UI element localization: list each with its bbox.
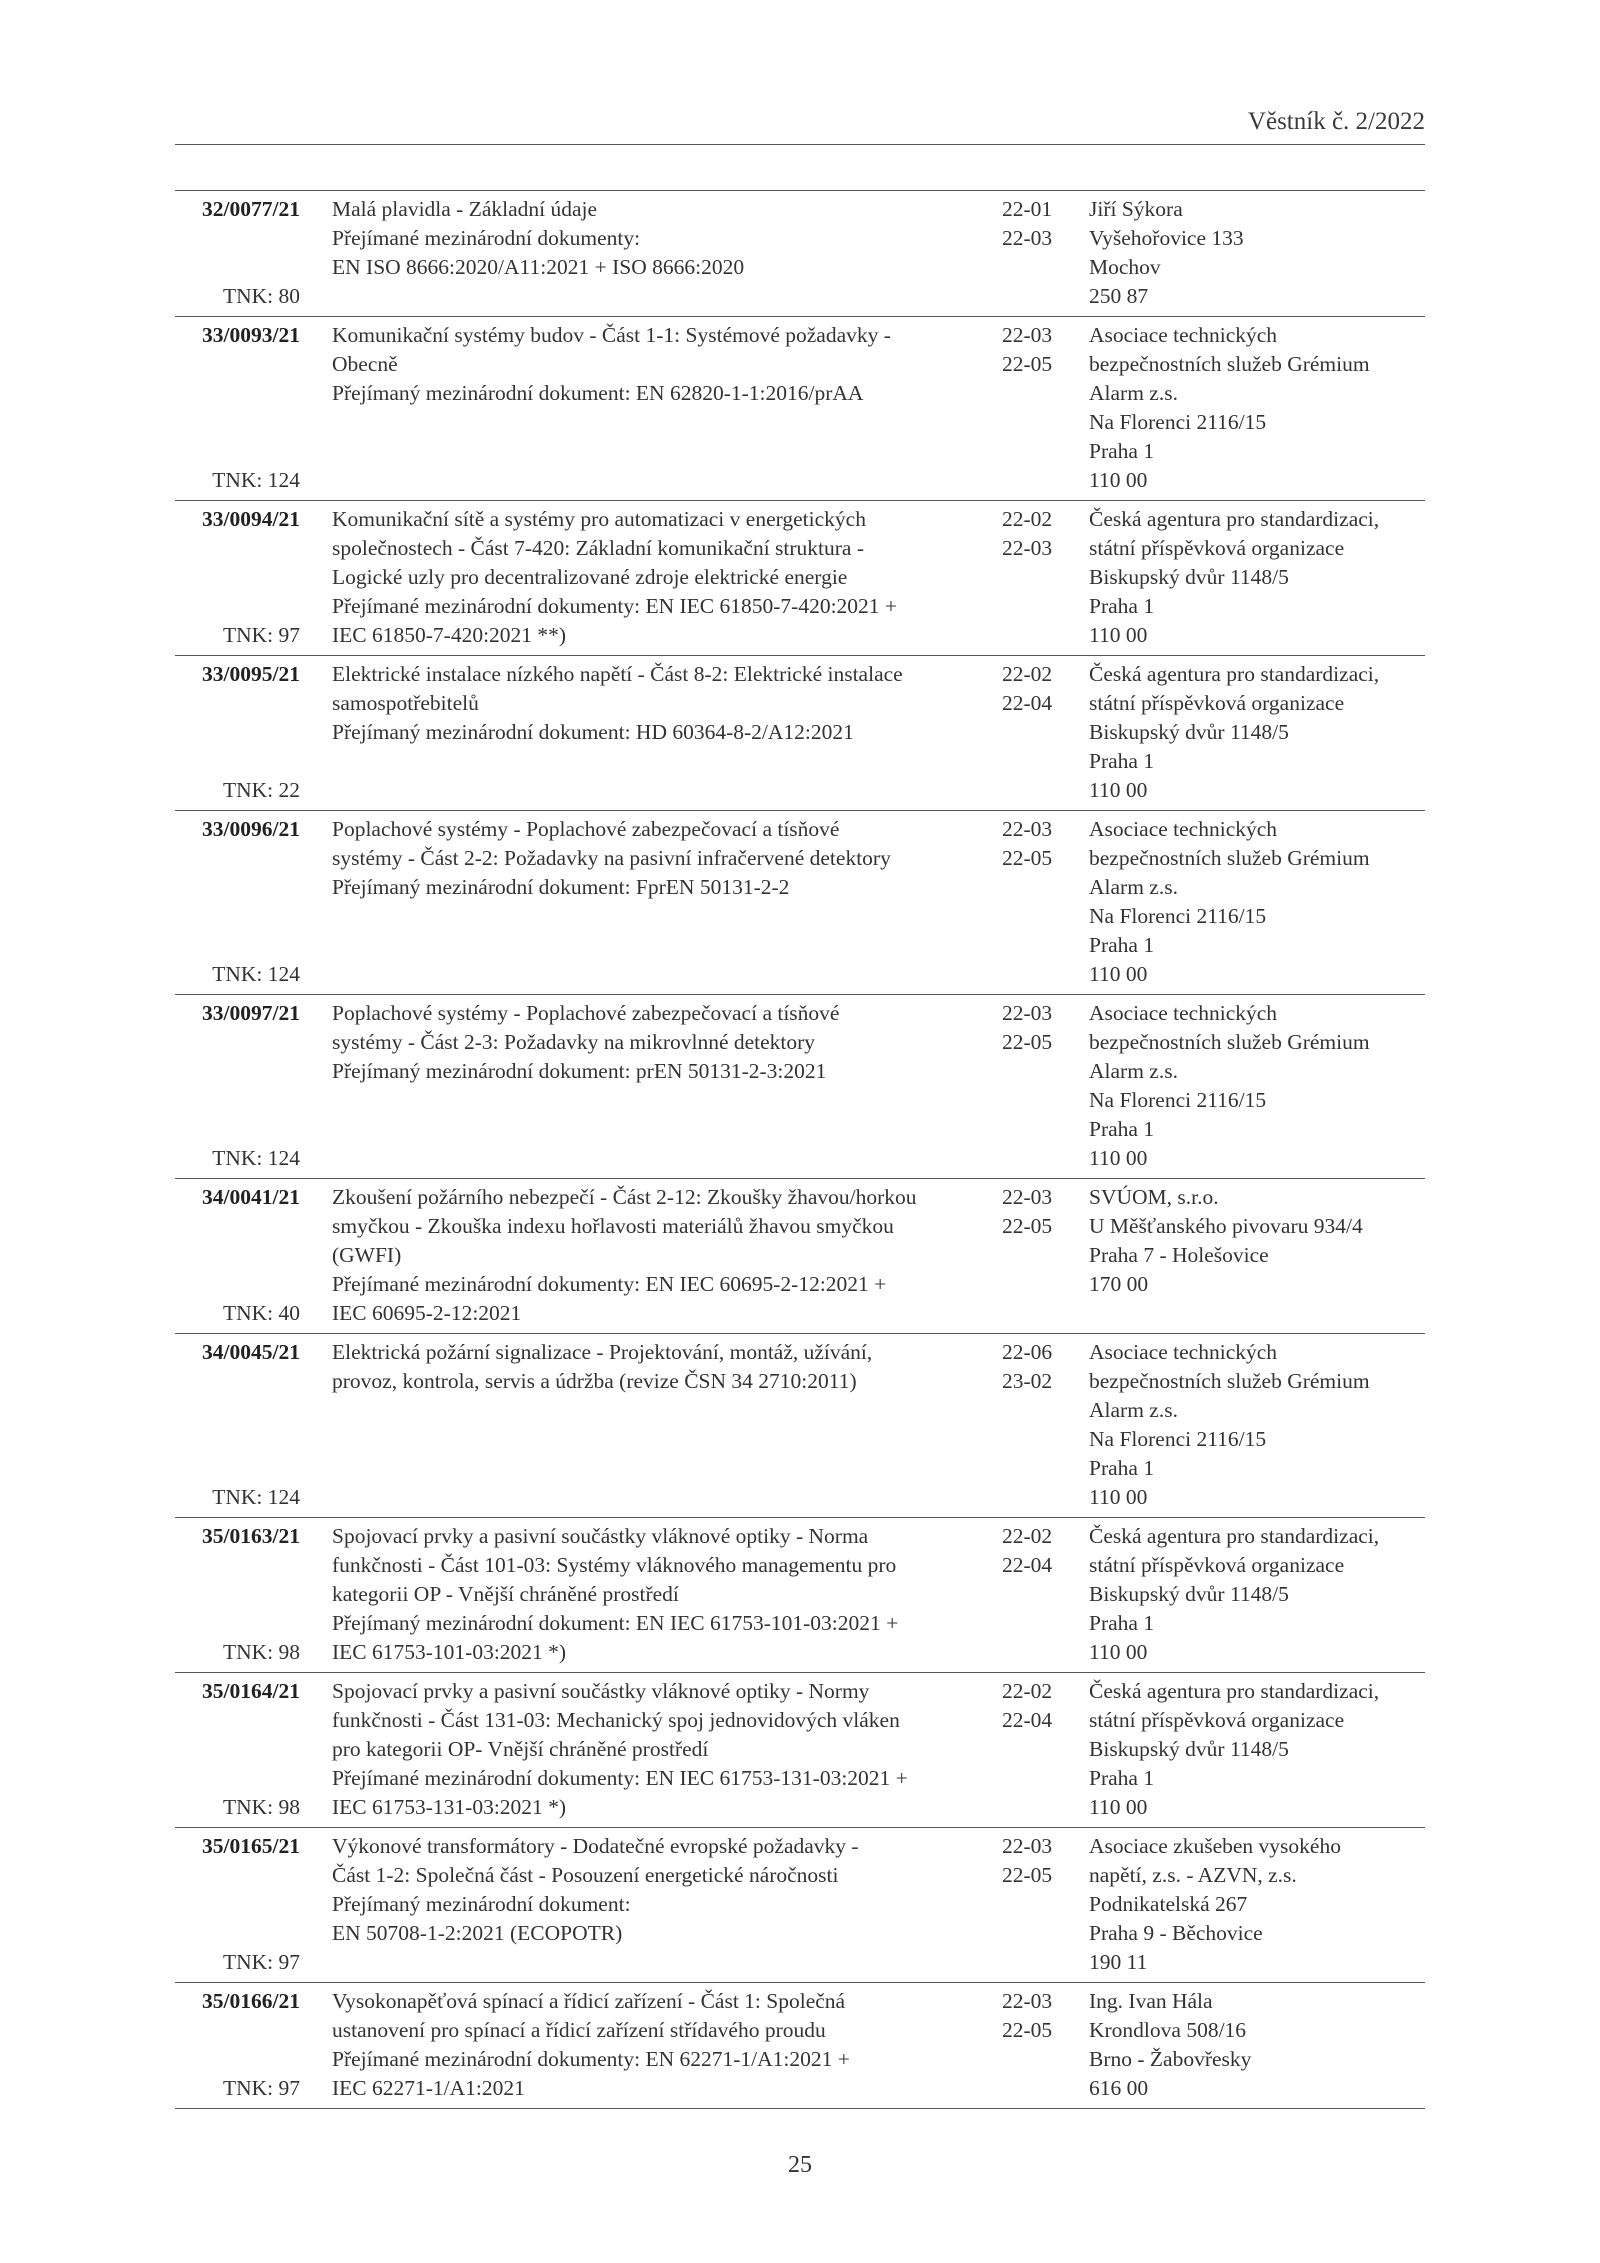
title-line: IEC 61753-101-03:2021 *) [332, 1640, 567, 1664]
row-id: 33/0094/21 [202, 507, 300, 531]
row-tnk: TNK: 97 [222, 623, 300, 647]
title-line: Komunikační sítě a systémy pro automatizaci v energetických [332, 507, 866, 531]
row-address [1089, 1183, 1429, 1299]
address-line: bezpečnostních služeb Grémium [1089, 846, 1370, 870]
title-line: systémy - Část 2-2: Požadavky na pasivní infračervené detektory [332, 846, 891, 870]
row-tnk: TNK: 124 [212, 468, 300, 492]
row-id: 35/0164/21 [202, 1679, 300, 1703]
title-line: Přejímané mezinárodní dokumenty: [332, 226, 641, 250]
row-tnk: TNK: 124 [212, 962, 300, 986]
title-line: EN ISO 8666:2020/A11:2021 + ISO 8666:2020 [332, 255, 745, 279]
row-address [1089, 1522, 1429, 1667]
date-value: 22-03 [1002, 1185, 1053, 1209]
table-row [175, 656, 1425, 811]
title-line: Přejímaný mezinárodní dokument: EN 62820-1-1:2016/prAA [332, 381, 864, 405]
row-dates [1002, 1338, 1082, 1396]
address-line: Alarm z.s. [1089, 875, 1178, 899]
table-row [175, 1518, 1425, 1673]
address-line: Česká agentura pro standardizaci, [1089, 1524, 1380, 1548]
address-line: Praha 7 - Holešovice [1089, 1243, 1269, 1267]
title-line: Spojovací prvky a pasivní součástky vláknové optiky - Normy [332, 1679, 870, 1703]
date-value: 22-02 [1002, 1524, 1053, 1548]
address-line: Praha 1 [1089, 1117, 1155, 1141]
address-line: 110 00 [1089, 1146, 1148, 1170]
row-id: 35/0163/21 [202, 1524, 300, 1548]
row-dates [1002, 1832, 1082, 1890]
title-line: IEC 61850-7-420:2021 **) [332, 623, 567, 647]
table-row [175, 501, 1425, 656]
title-line: Elektrické instalace nízkého napětí - Část 8-2: Elektrické instalace [332, 662, 903, 686]
address-line: Asociace technických [1089, 323, 1278, 347]
table-row [175, 317, 1425, 501]
title-line: Přejímaný mezinárodní dokument: [332, 1892, 631, 1916]
row-dates [1002, 815, 1082, 873]
row-dates [1002, 195, 1082, 253]
address-line: státní příspěvková organizace [1089, 536, 1345, 560]
date-value: 22-05 [1002, 1214, 1053, 1238]
title-line: Část 1-2: Společná část - Posouzení energetické náročnosti [332, 1863, 839, 1887]
title-line: EN 50708-1-2:2021 (ECOPOTR) [332, 1921, 623, 1945]
row-tnk: TNK: 80 [222, 284, 300, 308]
address-line: Asociace zkušeben vysokého [1089, 1834, 1341, 1858]
title-line: Obecně [332, 352, 398, 376]
address-line: 250 87 [1089, 284, 1149, 308]
date-value: 22-05 [1002, 846, 1053, 870]
address-line: Podnikatelská 267 [1089, 1892, 1248, 1916]
address-line: 616 00 [1089, 2076, 1149, 2100]
title-line: systémy - Část 2-3: Požadavky na mikrovlnné detektory [332, 1030, 816, 1054]
title-line: společnostech - Část 7-420: Základní komunikační struktura - [332, 536, 864, 560]
address-line: Praha 1 [1089, 749, 1155, 773]
address-line: Na Florenci 2116/15 [1089, 410, 1267, 434]
page-header-title: Věstník č. 2/2022 [1247, 108, 1425, 135]
row-dates [1002, 660, 1082, 718]
address-line: 110 00 [1089, 1795, 1148, 1819]
address-line: Alarm z.s. [1089, 1398, 1178, 1422]
row-tnk: TNK: 97 [222, 2076, 300, 2100]
title-line [332, 437, 1152, 466]
title-line: Poplachové systémy - Poplachové zabezpečovací a tísňové [332, 817, 840, 841]
address-line: 110 00 [1089, 623, 1148, 647]
title-line: Malá plavidla - Základní údaje [332, 197, 598, 221]
row-address [1089, 321, 1429, 495]
row-id: 35/0166/21 [202, 1989, 300, 2013]
date-value: 22-03 [1002, 536, 1053, 560]
row-tnk: TNK: 98 [222, 1795, 300, 1819]
address-line: 110 00 [1089, 468, 1148, 492]
title-line: (GWFI) [332, 1243, 402, 1267]
address-line: Jiří Sýkora [1089, 197, 1183, 221]
address-line: Česká agentura pro standardizaci, [1089, 662, 1380, 686]
title-line [332, 1396, 1152, 1425]
date-value: 22-05 [1002, 352, 1053, 376]
address-line: Praha 1 [1089, 439, 1155, 463]
title-line: Elektrická požární signalizace - Projektování, montáž, užívání, [332, 1340, 873, 1364]
date-value: 22-02 [1002, 662, 1053, 686]
address-line: Krondlova 508/16 [1089, 2018, 1247, 2042]
page-number: 25 [788, 2152, 812, 2178]
date-value: 22-02 [1002, 1679, 1053, 1703]
address-line: Biskupský dvůr 1148/5 [1089, 720, 1289, 744]
title-line [332, 1483, 1152, 1512]
title-line [332, 1086, 1152, 1115]
title-line: Výkonové transformátory - Dodatečné evropské požadavky - [332, 1834, 859, 1858]
address-line: Asociace technických [1089, 1340, 1278, 1364]
row-id: 34/0045/21 [202, 1340, 300, 1364]
row-dates [1002, 999, 1082, 1057]
address-line: Alarm z.s. [1089, 381, 1178, 405]
title-line [332, 931, 1152, 960]
row-id: 35/0165/21 [202, 1834, 300, 1858]
title-line: Zkoušení požárního nebezpečí - Část 2-12: Zkoušky žhavou/horkou [332, 1185, 917, 1209]
title-line: provoz, kontrola, servis a údržba (revize ČSN 34 2710:2011) [332, 1369, 857, 1393]
table-row [175, 811, 1425, 995]
address-line: Praha 1 [1089, 594, 1155, 618]
row-address [1089, 505, 1429, 650]
table-row [175, 1828, 1425, 1983]
address-line: Mochov [1089, 255, 1161, 279]
row-tnk: TNK: 22 [222, 778, 300, 802]
row-tnk: TNK: 124 [212, 1146, 300, 1170]
address-line: Vyšehořovice 133 [1089, 226, 1244, 250]
table-row [175, 1673, 1425, 1828]
address-line: Praha 1 [1089, 1766, 1155, 1790]
title-line: IEC 61753-131-03:2021 *) [332, 1795, 567, 1819]
date-value: 22-04 [1002, 691, 1053, 715]
address-line: Asociace technických [1089, 817, 1278, 841]
address-line: Biskupský dvůr 1148/5 [1089, 1737, 1289, 1761]
address-line: 190 11 [1089, 1950, 1148, 1974]
row-dates [1002, 1677, 1082, 1735]
row-address [1089, 1338, 1429, 1512]
title-line: Vysokonapěťová spínací a řídicí zařízení - Část 1: Společná [332, 1989, 846, 2013]
date-value: 22-05 [1002, 1030, 1053, 1054]
row-id: 34/0041/21 [202, 1185, 300, 1209]
date-value: 22-05 [1002, 2018, 1053, 2042]
address-line: Praha 1 [1089, 1611, 1155, 1635]
row-dates [1002, 1987, 1082, 2045]
title-line: Spojovací prvky a pasivní součástky vláknové optiky - Norma [332, 1524, 869, 1548]
standards-table [175, 190, 1425, 2109]
address-line: 110 00 [1089, 1485, 1148, 1509]
address-line: státní příspěvková organizace [1089, 691, 1345, 715]
address-line: 110 00 [1089, 962, 1148, 986]
title-line [332, 902, 1152, 931]
title-line [332, 408, 1152, 437]
table-row [175, 1334, 1425, 1518]
title-line: IEC 60695-2-12:2021 [332, 1301, 522, 1325]
address-line: SVÚOM, s.r.o. [1089, 1185, 1219, 1209]
title-line: Komunikační systémy budov - Část 1-1: Systémové požadavky - [332, 323, 891, 347]
address-line: Česká agentura pro standardizaci, [1089, 1679, 1380, 1703]
date-value: 22-03 [1002, 226, 1053, 250]
row-id: 33/0095/21 [202, 662, 300, 686]
title-line: Přejímaný mezinárodní dokument: HD 60364-8-2/A12:2021 [332, 720, 854, 744]
row-dates [1002, 1522, 1082, 1580]
address-line: Alarm z.s. [1089, 1059, 1178, 1083]
title-line: Přejímaný mezinárodní dokument: EN IEC 61753-101-03:2021 + [332, 1611, 899, 1635]
row-dates [1002, 321, 1082, 379]
address-line: Česká agentura pro standardizaci, [1089, 507, 1380, 531]
date-value: 22-04 [1002, 1553, 1053, 1577]
address-line: Praha 1 [1089, 933, 1155, 957]
title-line [332, 282, 1152, 311]
title-line: Přejímané mezinárodní dokumenty: EN IEC 61850-7-420:2021 + [332, 594, 898, 618]
title-line: Přejímané mezinárodní dokumenty: EN 62271-1/A1:2021 + [332, 2047, 850, 2071]
address-line: U Měšťanského pivovaru 934/4 [1089, 1214, 1363, 1238]
row-address [1089, 815, 1429, 989]
address-line: 110 00 [1089, 1640, 1148, 1664]
address-line: Ing. Ivan Hála [1089, 1989, 1213, 2013]
date-value: 22-05 [1002, 1863, 1053, 1887]
title-line: Přejímaný mezinárodní dokument: FprEN 50131-2-2 [332, 875, 790, 899]
address-line: Biskupský dvůr 1148/5 [1089, 565, 1289, 589]
title-line: IEC 62271-1/A1:2021 [332, 2076, 525, 2100]
title-line: funkčnosti - Část 131-03: Mechanický spoj jednovidových vláken [332, 1708, 900, 1732]
table-row [175, 995, 1425, 1179]
table-row [175, 1179, 1425, 1334]
date-value: 23-02 [1002, 1369, 1053, 1393]
header-rule [175, 144, 1425, 145]
address-line: 170 00 [1089, 1272, 1149, 1296]
address-line: bezpečnostních služeb Grémium [1089, 1030, 1370, 1054]
address-line: státní příspěvková organizace [1089, 1708, 1345, 1732]
title-line [332, 1425, 1152, 1454]
row-id: 32/0077/21 [202, 197, 300, 221]
address-line: státní příspěvková organizace [1089, 1553, 1345, 1577]
row-tnk: TNK: 124 [212, 1485, 300, 1509]
date-value: 22-03 [1002, 1834, 1053, 1858]
title-line: Logické uzly pro decentralizované zdroje elektrické energie [332, 565, 848, 589]
row-tnk: TNK: 97 [222, 1950, 300, 1974]
title-line [332, 1948, 1152, 1977]
row-tnk: TNK: 40 [222, 1301, 300, 1325]
row-address [1089, 1677, 1429, 1822]
row-address [1089, 999, 1429, 1173]
address-line: Na Florenci 2116/15 [1089, 1427, 1267, 1451]
address-line: Biskupský dvůr 1148/5 [1089, 1582, 1289, 1606]
date-value: 22-06 [1002, 1340, 1053, 1364]
title-line: pro kategorii OP- Vnější chráněné prostředí [332, 1737, 709, 1761]
row-address [1089, 660, 1429, 805]
title-line [332, 960, 1152, 989]
address-line: 110 00 [1089, 778, 1148, 802]
title-line [332, 1115, 1152, 1144]
date-value: 22-04 [1002, 1708, 1053, 1732]
row-address [1089, 1987, 1429, 2103]
title-line: ustanovení pro spínací a řídicí zařízení střídavého proudu [332, 2018, 826, 2042]
title-line [332, 776, 1152, 805]
table-row [175, 1983, 1425, 2109]
address-line: Brno - Žabovřesky [1089, 2047, 1252, 2071]
title-line [332, 1454, 1152, 1483]
title-line [332, 466, 1152, 495]
address-line: bezpečnostních služeb Grémium [1089, 1369, 1370, 1393]
row-id: 33/0097/21 [202, 1001, 300, 1025]
title-line: Přejímané mezinárodní dokumenty: EN IEC 61753-131-03:2021 + [332, 1766, 908, 1790]
row-address [1089, 195, 1429, 311]
title-line [332, 1144, 1152, 1173]
row-id: 33/0093/21 [202, 323, 300, 347]
title-line: smyčkou - Zkouška indexu hořlavosti materiálů žhavou smyčkou [332, 1214, 894, 1238]
date-value: 22-03 [1002, 323, 1053, 347]
row-tnk: TNK: 98 [222, 1640, 300, 1664]
address-line: bezpečnostních služeb Grémium [1089, 352, 1370, 376]
title-line: Přejímaný mezinárodní dokument: prEN 50131-2-3:2021 [332, 1059, 827, 1083]
address-line: Na Florenci 2116/15 [1089, 1088, 1267, 1112]
address-line: Praha 1 [1089, 1456, 1155, 1480]
address-line: Asociace technických [1089, 1001, 1278, 1025]
row-dates [1002, 1183, 1082, 1241]
date-value: 22-03 [1002, 817, 1053, 841]
title-line: Přejímané mezinárodní dokumenty: EN IEC 60695-2-12:2021 + [332, 1272, 887, 1296]
address-line: Praha 9 - Běchovice [1089, 1921, 1263, 1945]
row-dates [1002, 505, 1082, 563]
table-row [175, 191, 1425, 317]
title-line: funkčnosti - Část 101-03: Systémy vláknového managementu pro [332, 1553, 897, 1577]
date-value: 22-02 [1002, 507, 1053, 531]
address-line: napětí, z.s. - AZVN, z.s. [1089, 1863, 1297, 1887]
title-line: kategorii OP - Vnější chráněné prostředí [332, 1582, 679, 1606]
title-line [332, 747, 1152, 776]
address-line: Na Florenci 2116/15 [1089, 904, 1267, 928]
title-line: Poplachové systémy - Poplachové zabezpečovací a tísňové [332, 1001, 840, 1025]
date-value: 22-01 [1002, 197, 1053, 221]
date-value: 22-03 [1002, 1001, 1053, 1025]
row-address [1089, 1832, 1429, 1977]
title-line: samospotřebitelů [332, 691, 479, 715]
row-id: 33/0096/21 [202, 817, 300, 841]
date-value: 22-03 [1002, 1989, 1053, 2013]
